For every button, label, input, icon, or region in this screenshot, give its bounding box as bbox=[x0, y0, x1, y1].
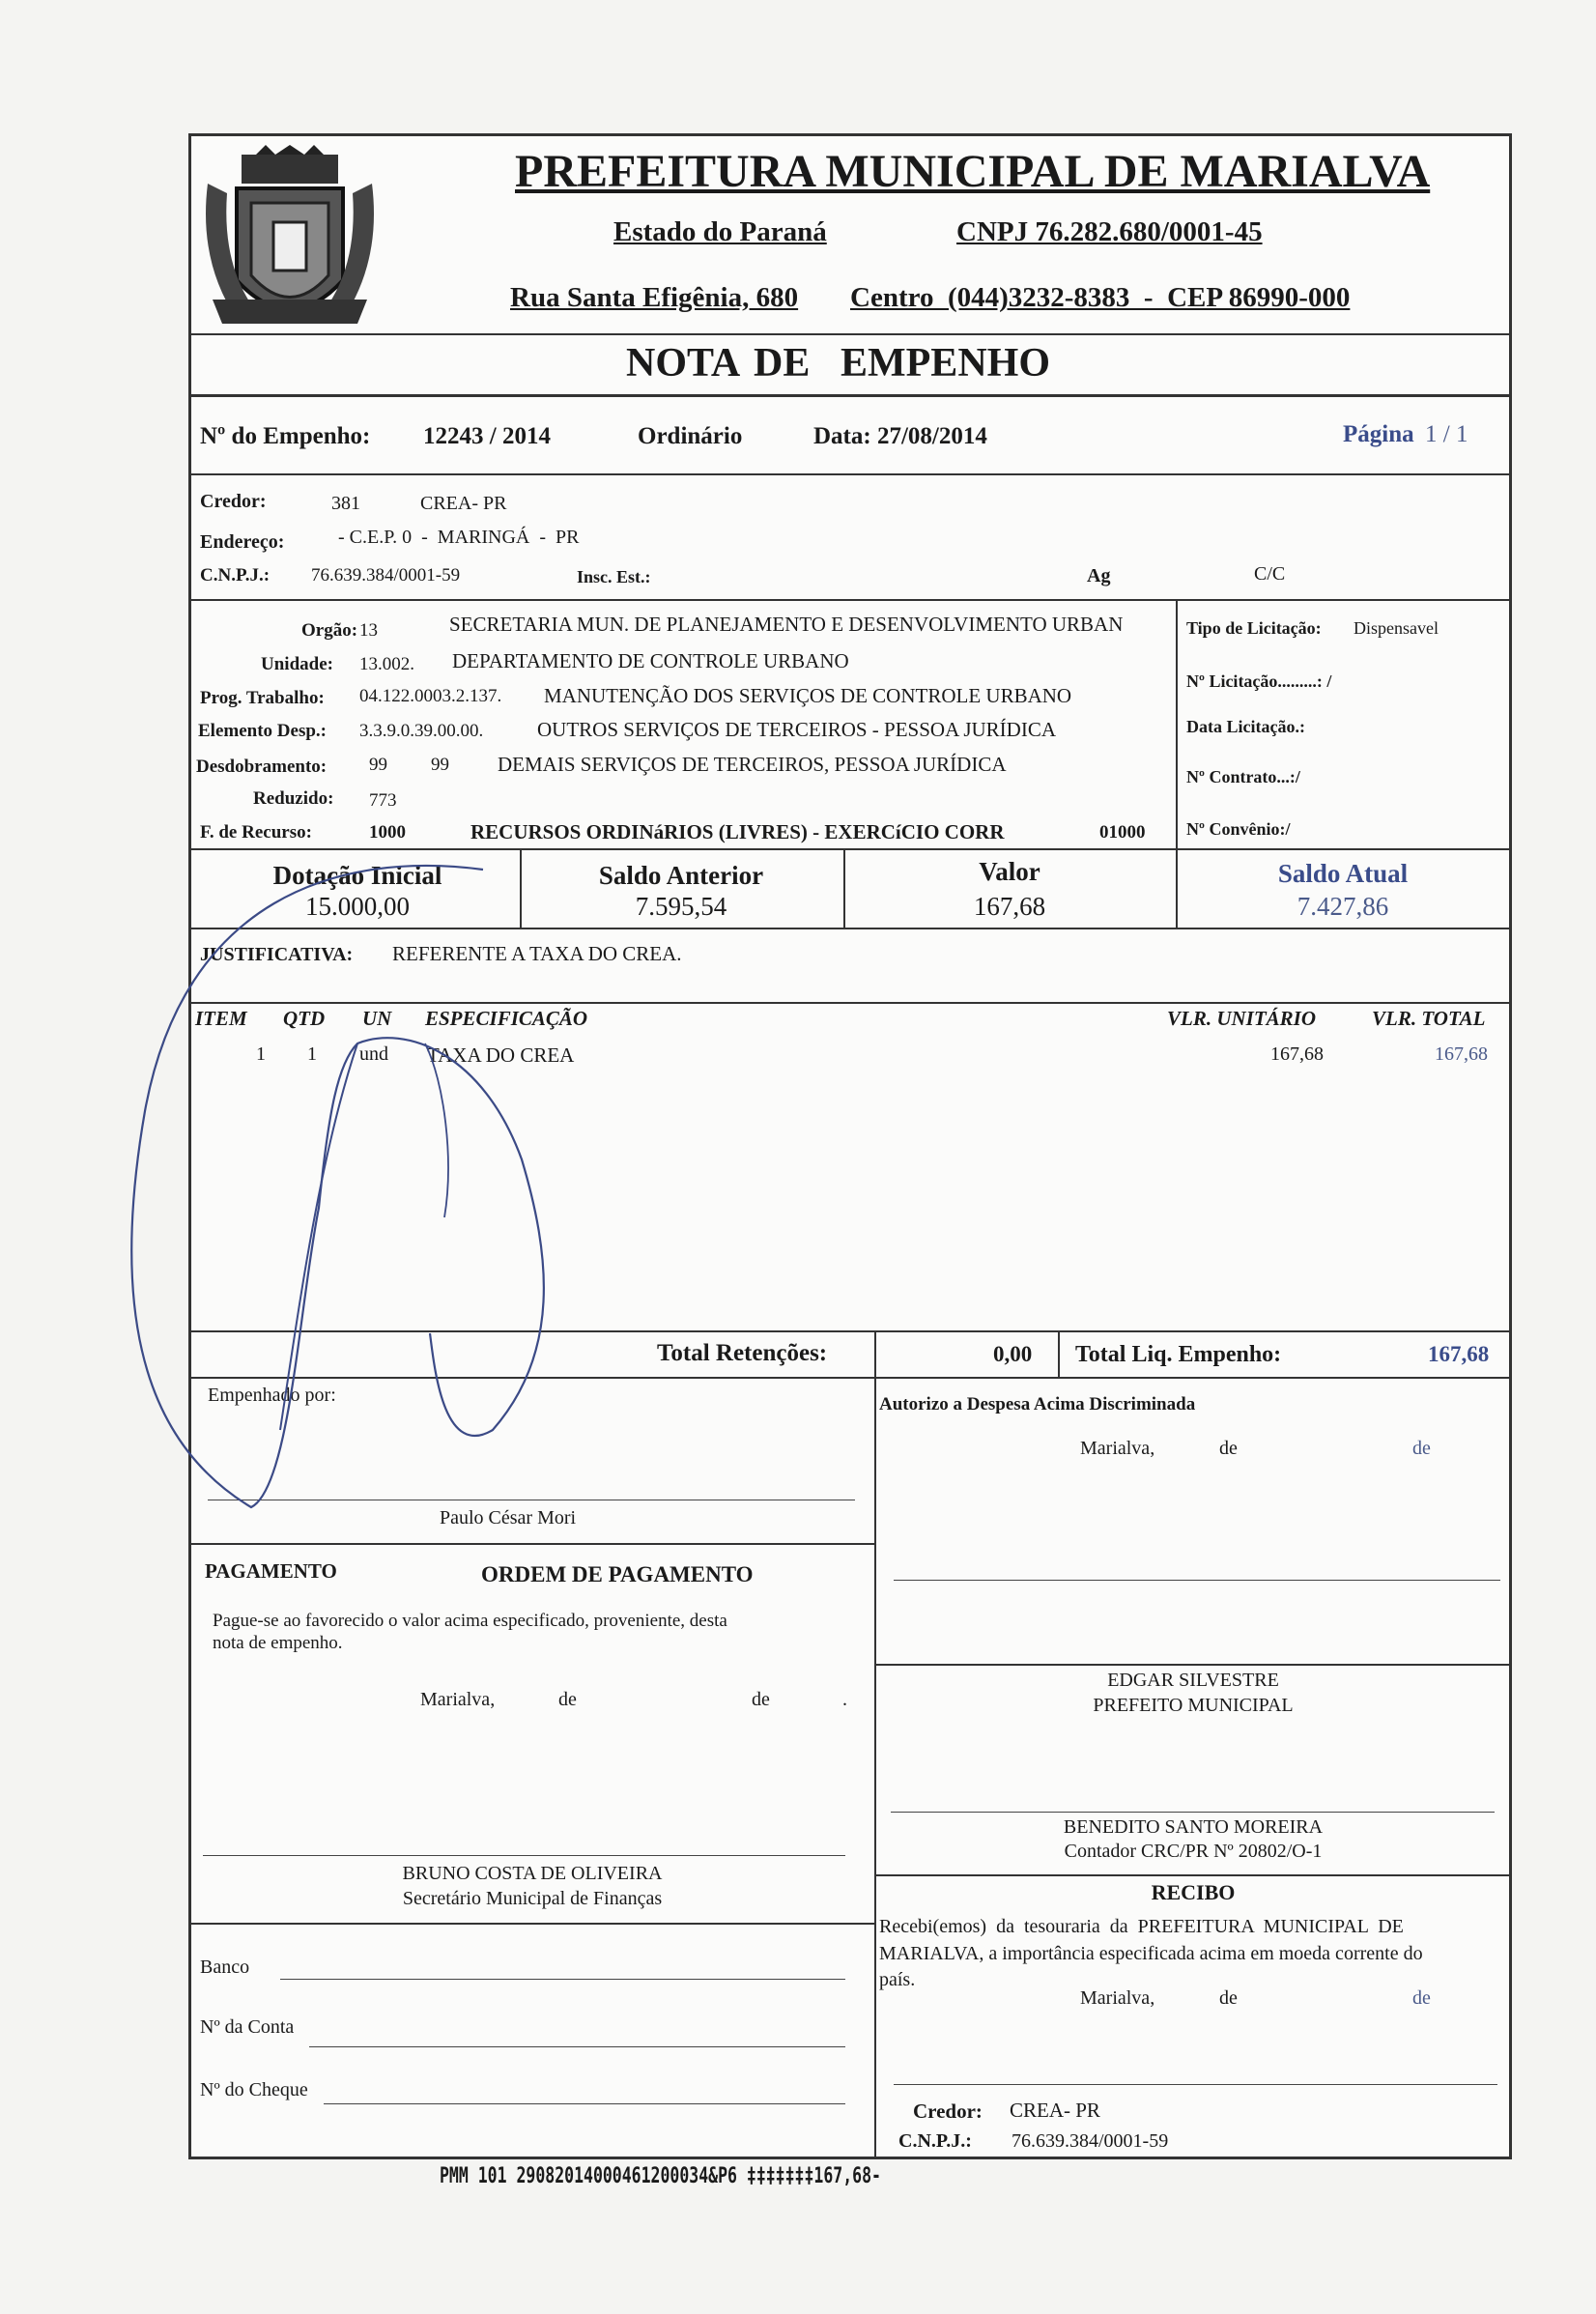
prog-code: 04.122.0003.2.137. bbox=[359, 686, 502, 706]
num-convenio: Nº Convênio:/ bbox=[1186, 819, 1291, 839]
unidade-label: Unidade: bbox=[261, 654, 333, 674]
row-vlr-total: 167,68 bbox=[1435, 1043, 1488, 1065]
recibo-cnpj-label: C.N.P.J.: bbox=[898, 2130, 972, 2152]
saldo-anterior-label: Saldo Anterior bbox=[598, 861, 764, 890]
recibo-credor-value: CREA- PR bbox=[1010, 2099, 1100, 2122]
prefeito-role: PREFEITO MUNICIPAL bbox=[1093, 1695, 1294, 1716]
desd-code2: 99 bbox=[431, 755, 449, 775]
recibo-de2: de bbox=[1412, 1987, 1431, 2009]
address-label: Endereço: bbox=[200, 531, 285, 553]
header-address: Centro (044)3232-8383 - CEP 86990-000 bbox=[850, 282, 1351, 313]
col-vlr-unitario: VLR. UNITÁRIO bbox=[1167, 1007, 1317, 1030]
justificativa-text: REFERENTE A TAXA DO CREA. bbox=[392, 942, 682, 965]
recurso-name: RECURSOS ORDINáRIOS (LIVRES) - EXERCíCIO CORR bbox=[470, 820, 1005, 843]
justificativa-label: JUSTIFICATIVA: bbox=[200, 944, 354, 965]
col-especificacao: ESPECIFICAÇÃO bbox=[425, 1007, 588, 1030]
autorizo-label: Autorizo a Despesa Acima Discriminada bbox=[879, 1394, 1196, 1414]
cc-label: C/C bbox=[1254, 563, 1286, 585]
autorizo-de2: de bbox=[1412, 1438, 1431, 1459]
cnpj-label: C.N.P.J.: bbox=[200, 565, 271, 586]
pagamento-de2: de bbox=[752, 1689, 770, 1710]
pagamento-text-1: Pague-se ao favorecido o valor acima especificado, proveniente, desta bbox=[213, 1611, 727, 1631]
header-street: Rua Santa Efigênia, 680 bbox=[510, 282, 799, 313]
conta-label: Nº da Conta bbox=[200, 2016, 295, 2038]
recibo-label: RECIBO bbox=[1151, 1880, 1236, 1904]
ag-label: Ag bbox=[1087, 565, 1111, 586]
recibo-text-2: MARIALVA, a importância especificada acima em moeda corrente do bbox=[879, 1943, 1423, 1964]
valor-value: 167,68 bbox=[973, 892, 1046, 921]
credor-code: 381 bbox=[331, 493, 360, 514]
col-qtd: QTD bbox=[283, 1007, 326, 1030]
pagamento-dot: . bbox=[842, 1689, 847, 1710]
elem-label: Elemento Desp.: bbox=[198, 721, 327, 741]
col-un: UN bbox=[362, 1007, 392, 1030]
contador-name: BENEDITO SANTO MOREIRA bbox=[1063, 1816, 1324, 1838]
secretario-name: BRUNO COSTA DE OLIVEIRA bbox=[402, 1863, 663, 1884]
barcode-text: PMM 101 29082014000461200034&P6 ‡‡‡‡‡‡‡167,68- bbox=[440, 2164, 881, 2188]
total-retencoes-value: 0,00 bbox=[993, 1342, 1033, 1366]
secretario-role: Secretário Municipal de Finanças bbox=[402, 1888, 663, 1909]
pagamento-de1: de bbox=[558, 1689, 577, 1710]
saldo-atual-value: 7.427,86 bbox=[1297, 892, 1389, 921]
header-title: PREFEITURA MUNICIPAL DE MARIALVA bbox=[515, 146, 1431, 197]
row-especificacao: TAXA DO CREA bbox=[427, 1043, 575, 1067]
row-un: und bbox=[359, 1043, 388, 1065]
row-qtd: 1 bbox=[307, 1043, 317, 1065]
empenhado-name: Paulo César Mori bbox=[440, 1507, 577, 1528]
ordem-pagamento-label: ORDEM DE PAGAMENTO bbox=[481, 1562, 754, 1586]
recibo-city: Marialva, bbox=[1080, 1987, 1155, 2009]
desd-name: DEMAIS SERVIÇOS DE TERCEIROS, PESSOA JURÍDICA bbox=[498, 753, 1007, 776]
empenho-date: Data: 27/08/2014 bbox=[813, 423, 987, 449]
header-cnpj: CNPJ 76.282.680/0001-45 bbox=[956, 216, 1263, 247]
pagamento-city: Marialva, bbox=[420, 1689, 496, 1710]
recibo-credor-label: Credor: bbox=[913, 2100, 983, 2123]
contador-role: Contador CRC/PR Nº 20802/O-1 bbox=[1064, 1841, 1323, 1862]
col-vlr-total: VLR. TOTAL bbox=[1372, 1007, 1486, 1030]
doc-title-nota: NOTA bbox=[626, 341, 741, 386]
elem-code: 3.3.9.0.39.00.00. bbox=[359, 721, 484, 741]
page-label: Página bbox=[1343, 421, 1414, 447]
recibo-text-1: Recebi(emos) da tesouraria da PREFEITURA MUNICIPAL DE bbox=[879, 1916, 1404, 1937]
desd-label: Desdobramento: bbox=[196, 757, 328, 777]
col-item: ITEM bbox=[195, 1007, 247, 1030]
credor-name: CREA- PR bbox=[420, 493, 507, 514]
insc-label: Insc. Est.: bbox=[577, 567, 651, 586]
reduz-label: Reduzido: bbox=[253, 788, 334, 809]
recurso-code: 1000 bbox=[369, 822, 406, 843]
total-retencoes-label: Total Retenções: bbox=[657, 1340, 828, 1366]
unidade-code: 13.002. bbox=[359, 654, 414, 674]
dotacao-inicial-label: Dotação Inicial bbox=[272, 861, 442, 890]
banco-label: Banco bbox=[200, 1957, 250, 1978]
prog-name: MANUTENÇÃO DOS SERVIÇOS DE CONTROLE URBANO bbox=[544, 684, 1072, 707]
prog-label: Prog. Trabalho: bbox=[200, 688, 325, 708]
doc-title-empenho: EMPENHO bbox=[841, 341, 1050, 386]
orgao-code: 13 bbox=[359, 620, 378, 641]
autorizo-de1: de bbox=[1219, 1438, 1238, 1459]
dotacao-inicial-value: 15.000,00 bbox=[305, 892, 410, 921]
num-contrato: Nº Contrato...:/ bbox=[1186, 767, 1300, 786]
doc-title-de: DE bbox=[754, 341, 811, 386]
desd-code1: 99 bbox=[369, 755, 387, 775]
empenhado-label: Empenhado por: bbox=[208, 1385, 336, 1406]
saldo-atual-label: Saldo Atual bbox=[1277, 859, 1409, 888]
tipo-licitacao-label: Tipo de Licitação: bbox=[1186, 618, 1322, 638]
autorizo-city: Marialva, bbox=[1080, 1438, 1155, 1459]
pagamento-label: PAGAMENTO bbox=[205, 1559, 337, 1583]
pagamento-text-2: nota de empenho. bbox=[213, 1633, 343, 1653]
cnpj-value: 76.639.384/0001-59 bbox=[311, 565, 461, 586]
empenho-number: 12243 / 2014 bbox=[423, 423, 551, 449]
row-item: 1 bbox=[256, 1043, 266, 1065]
total-liq-value: 167,68 bbox=[1428, 1342, 1490, 1366]
recibo-cnpj-value: 76.639.384/0001-59 bbox=[1012, 2130, 1169, 2152]
tipo-licitacao-value: Dispensavel bbox=[1354, 618, 1439, 638]
recurso-label: F. de Recurso: bbox=[200, 822, 312, 843]
municipal-seal-icon bbox=[198, 145, 382, 343]
num-licitacao: Nº Licitação.........: / bbox=[1186, 671, 1332, 691]
elem-name: OUTROS SERVIÇOS DE TERCEIROS - PESSOA JURÍDICA bbox=[537, 718, 1057, 741]
prefeito-name: EDGAR SILVESTRE bbox=[1107, 1670, 1279, 1691]
orgao-label: Orgão: bbox=[301, 620, 358, 641]
valor-label: Valor bbox=[979, 857, 1040, 886]
recibo-de1: de bbox=[1219, 1987, 1238, 2009]
reduz-code: 773 bbox=[369, 790, 397, 811]
header-state: Estado do Paraná bbox=[613, 216, 827, 247]
total-liq-label: Total Liq. Empenho: bbox=[1075, 1342, 1282, 1367]
address-value: - C.E.P. 0 - MARINGÁ - PR bbox=[338, 527, 580, 548]
empenho-type: Ordinário bbox=[638, 423, 743, 449]
saldo-anterior-value: 7.595,54 bbox=[635, 892, 727, 921]
page-value: 1 / 1 bbox=[1425, 421, 1468, 447]
recibo-text-3: país. bbox=[879, 1969, 916, 1990]
recurso-sub: 01000 bbox=[1099, 822, 1146, 843]
empenho-label: Nº do Empenho: bbox=[200, 423, 371, 449]
row-vlr-unitario: 167,68 bbox=[1270, 1043, 1324, 1065]
cheque-label: Nº do Cheque bbox=[200, 2079, 308, 2100]
data-licitacao: Data Licitação.: bbox=[1186, 717, 1305, 736]
unidade-name: DEPARTAMENTO DE CONTROLE URBANO bbox=[452, 649, 849, 672]
orgao-name: SECRETARIA MUN. DE PLANEJAMENTO E DESENVOLVIMENTO URBAN bbox=[449, 613, 1124, 636]
credor-label: Credor: bbox=[200, 491, 267, 512]
